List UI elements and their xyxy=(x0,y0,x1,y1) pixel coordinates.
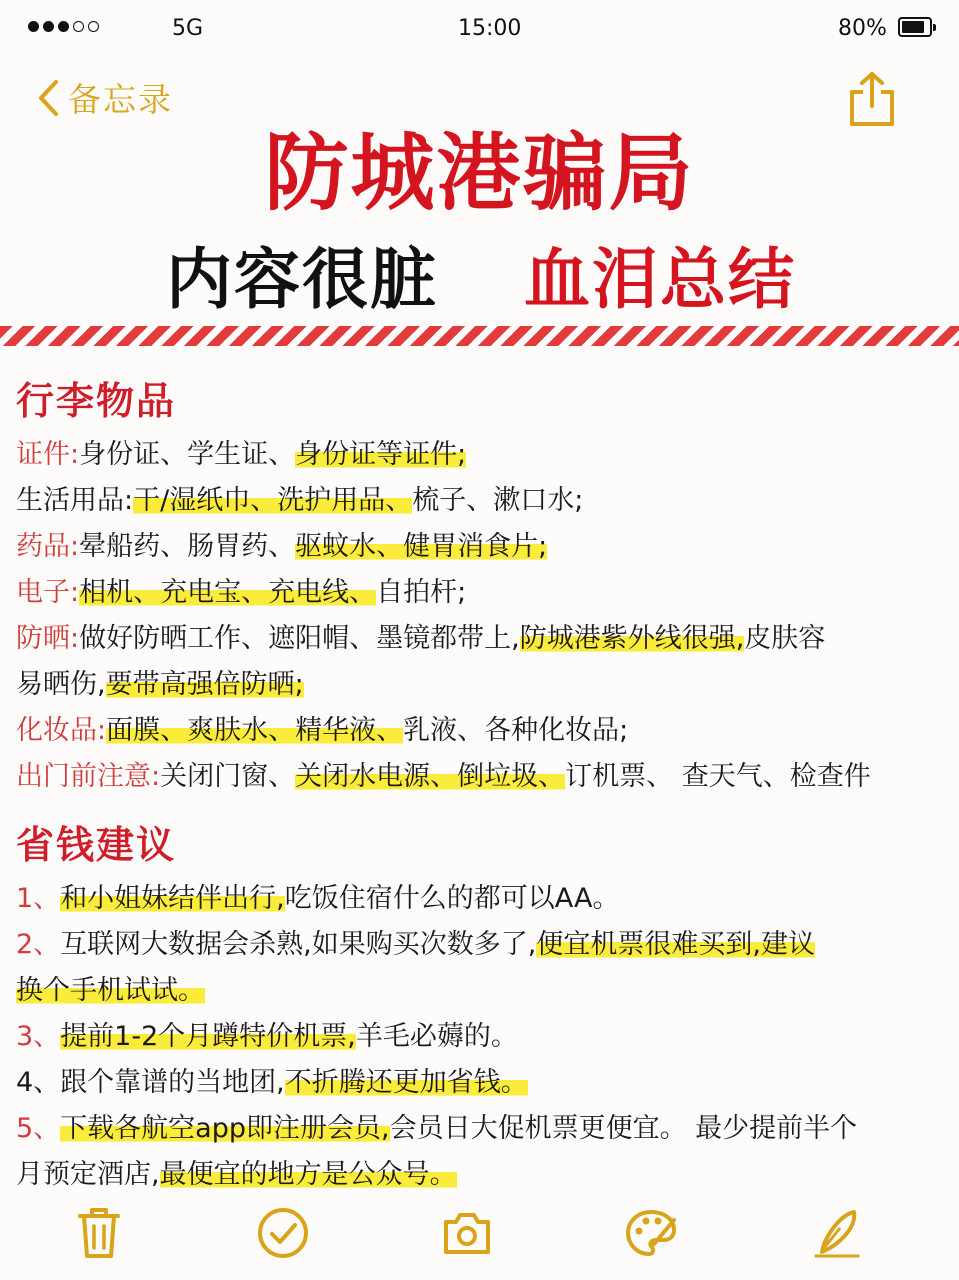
list-item: 月预定酒店,最便宜的地方是公众号。 xyxy=(16,1159,457,1190)
note-body[interactable] xyxy=(16,370,944,1198)
list-item: 2、互联网大数据会杀熟,如果购买次数多了,便宜机票很难买到,建议 xyxy=(16,929,815,960)
trash-icon[interactable] xyxy=(72,1204,126,1262)
network-type: 5G xyxy=(172,16,204,41)
subtitle-right: 血泪总结 xyxy=(524,240,796,318)
pen-icon[interactable] xyxy=(810,1204,864,1262)
checkmark-circle-icon[interactable] xyxy=(256,1204,310,1262)
battery-percent: 80% xyxy=(838,16,887,41)
list-item: 换个手机试试。 xyxy=(16,975,205,1006)
section-heading-luggage: 行李物品 xyxy=(16,379,177,423)
subtitle-left: 内容很脏 xyxy=(166,240,438,318)
clock: 15:00 xyxy=(458,16,522,41)
back-button-label: 备忘录 xyxy=(68,80,173,119)
list-item: 证件:身份证、学生证、身份证等证件; xyxy=(16,439,467,470)
camera-icon[interactable] xyxy=(440,1204,494,1262)
signal-strength-icon xyxy=(28,21,99,32)
palette-icon[interactable] xyxy=(624,1204,678,1262)
list-item: 出门前注意:关闭门窗、关闭水电源、倒垃圾、订机票、 查天气、检查件 xyxy=(16,761,871,792)
bottom-toolbar xyxy=(0,1200,959,1270)
striped-divider xyxy=(0,326,959,346)
battery-icon xyxy=(898,17,932,37)
list-item: 4、跟个靠谱的当地团,不折腾还更加省钱。 xyxy=(16,1067,528,1098)
status-bar xyxy=(0,0,959,58)
list-item: 化妆品:面膜、爽肤水、精华液、乳液、各种化妆品; xyxy=(16,715,629,746)
list-item: 3、提前1-2个月蹲特价机票,羊毛必薅的。 xyxy=(16,1021,518,1052)
list-item: 生活用品:干/湿纸巾、洗护用品、梳子、漱口水; xyxy=(16,485,584,516)
page-title: 防城港骗局 xyxy=(264,123,695,222)
list-item: 药品:晕船药、肠胃药、驱蚊水、健胃消食片; xyxy=(16,531,548,562)
list-item: 易晒伤,要带高强倍防晒; xyxy=(16,669,304,700)
section-heading-saving: 省钱建议 xyxy=(16,822,177,867)
list-item: 电子:相机、充电宝、充电线、自拍杆; xyxy=(16,577,467,608)
list-item: 5、下载各航空app即注册会员,会员日大促机票更便宜。 最少提前半个 xyxy=(16,1113,858,1144)
list-item: 1、和小姐妹结伴出行,吃饭住宿什么的都可以AA。 xyxy=(16,883,620,914)
list-item: 防晒:做好防晒工作、遮阳帽、墨镜都带上,防城港紫外线很强,皮肤容 xyxy=(16,623,826,654)
